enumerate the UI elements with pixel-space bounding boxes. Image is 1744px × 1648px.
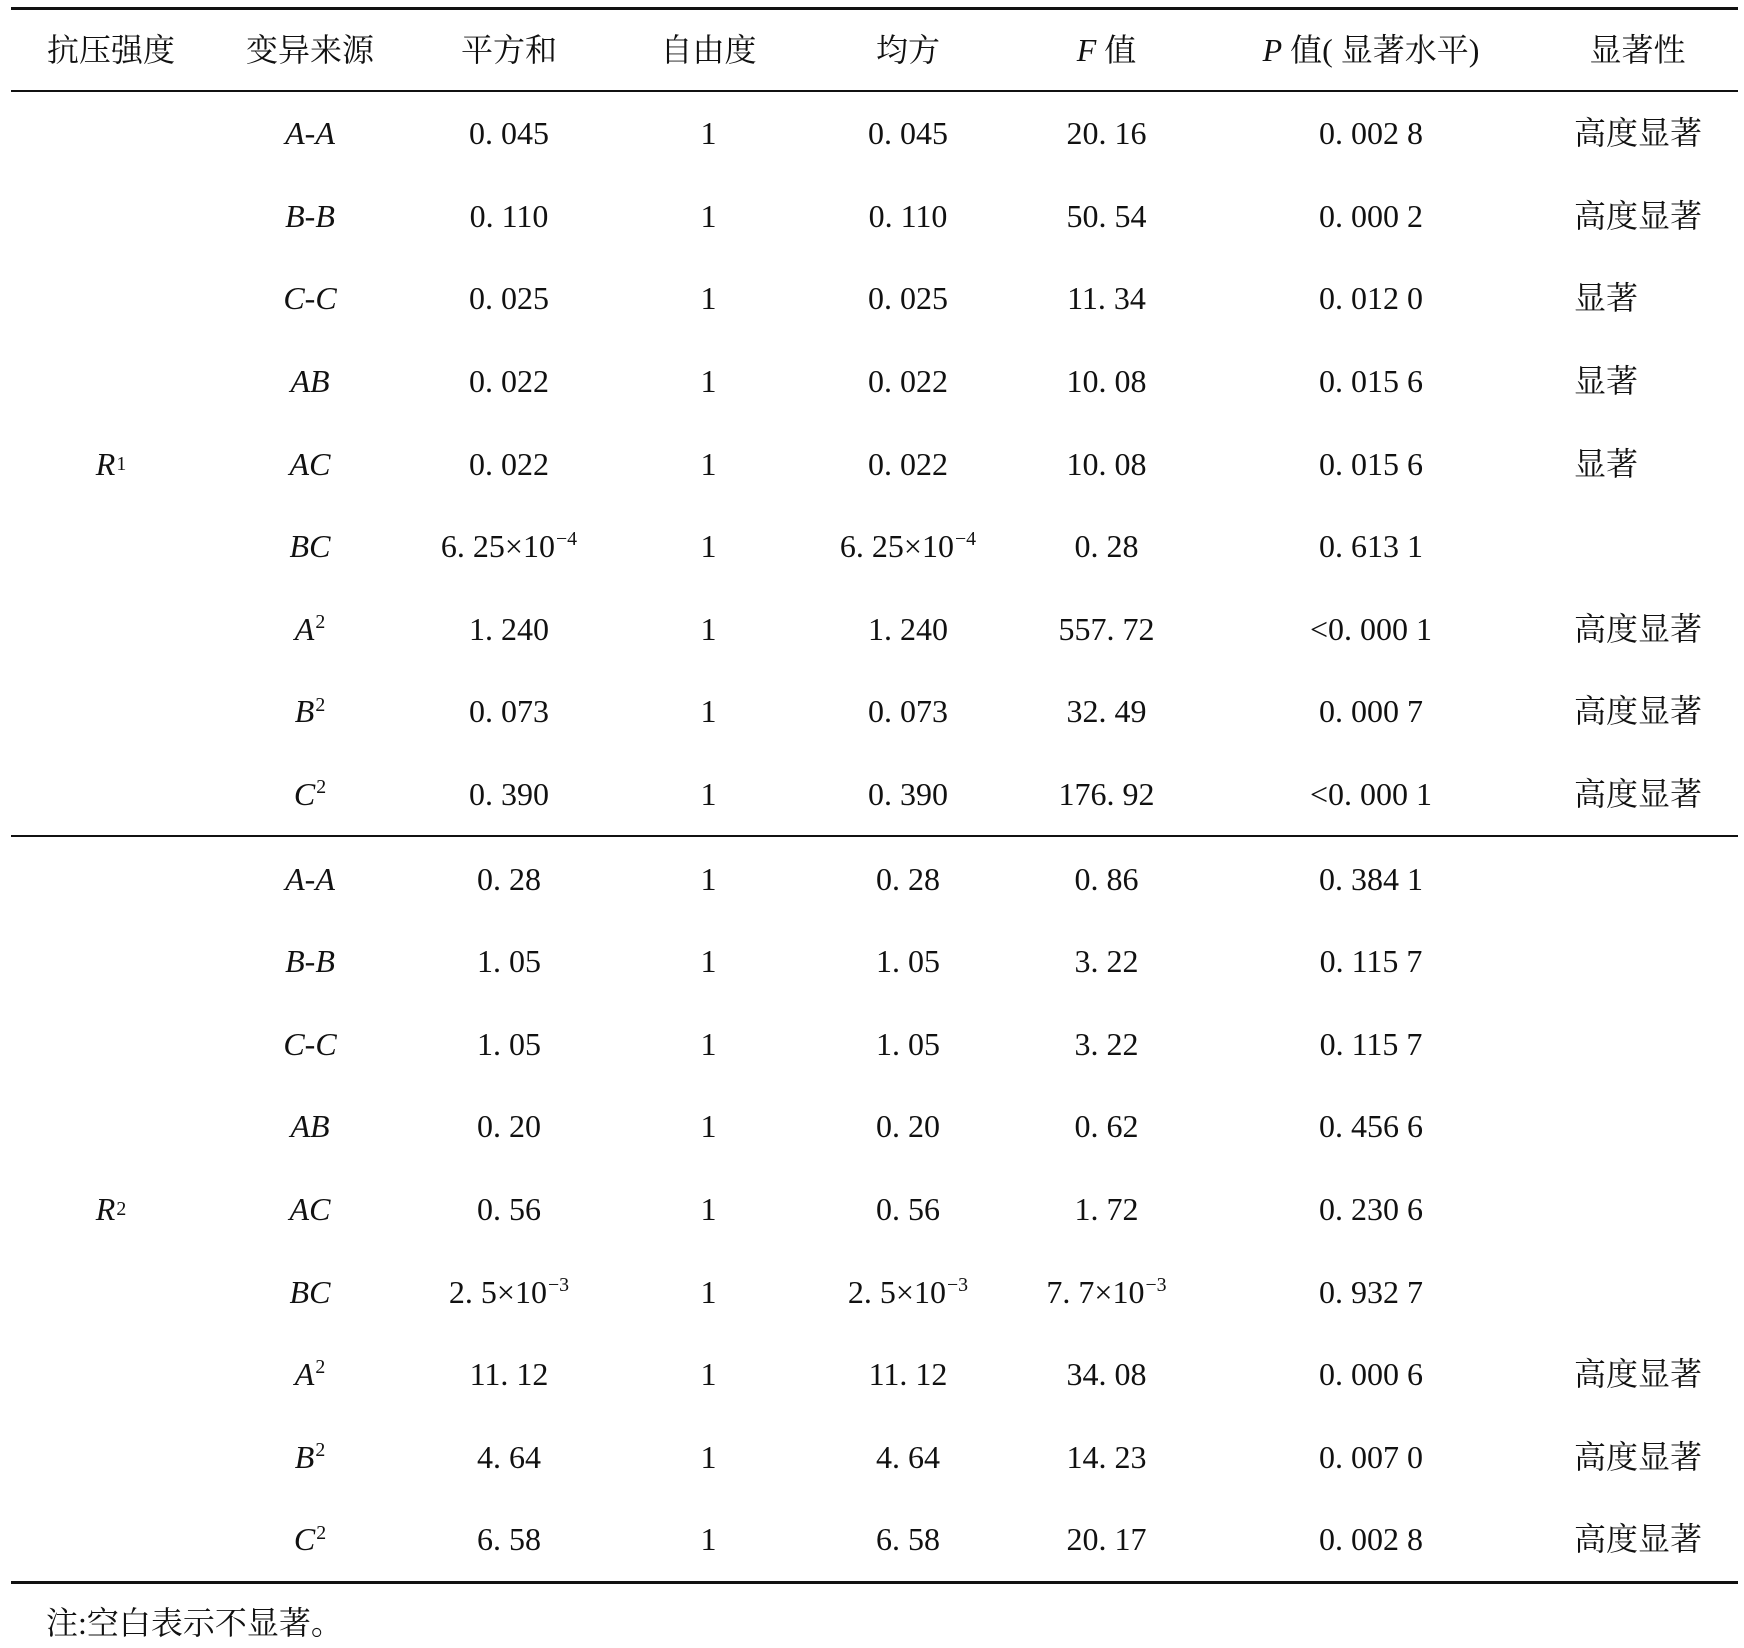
sum-of-squares-cell: 0. 025 — [469, 280, 549, 317]
p-value-cell: 0. 115 7 — [1319, 943, 1423, 980]
p-value-cell: 0. 115 7 — [1319, 1025, 1423, 1062]
value-superscript: −3 — [946, 1273, 969, 1296]
significance-cell: 显著 — [1574, 445, 1639, 482]
header-f-value — [1008, 34, 1205, 66]
value-superscript: 2 — [316, 1521, 327, 1544]
table-row — [211, 92, 1738, 175]
p-value-cell: 0. 613 1 — [1319, 528, 1423, 565]
header-p-value — [1205, 34, 1537, 66]
table-row — [211, 1250, 1738, 1333]
degrees-of-freedom-cell: 1 — [700, 1108, 717, 1145]
table-row — [211, 422, 1738, 505]
p-value-cell: 0. 002 8 — [1319, 115, 1423, 152]
mean-square-cell — [808, 1273, 1008, 1310]
sum-of-squares-cell: 1. 05 — [477, 1025, 541, 1062]
degrees-of-freedom-cell: 1 — [700, 693, 717, 730]
value-base: R — [95, 1191, 116, 1228]
value-base: 6. 25×10 — [440, 528, 555, 565]
f-value-cell — [1008, 1273, 1205, 1310]
f-value-cell: 176. 92 — [1058, 776, 1155, 813]
degrees-of-freedom-cell: 1 — [700, 445, 717, 482]
sum-of-squares-cell: 0. 022 — [469, 363, 549, 400]
sum-of-squares-cell: 0. 20 — [477, 1108, 541, 1145]
source-cell: AC — [289, 1191, 331, 1228]
mean-square-cell — [808, 528, 1008, 565]
p-value-cell: 0. 002 8 — [1319, 1521, 1423, 1558]
degrees-of-freedom-cell: 1 — [700, 1025, 717, 1062]
source-cell: C-C — [283, 1025, 337, 1062]
f-value-cell: 0. 28 — [1074, 528, 1139, 565]
f-value-cell: 32. 49 — [1066, 693, 1147, 730]
header-f-label: 值 — [1096, 32, 1137, 68]
degrees-of-freedom-cell: 1 — [700, 1273, 717, 1310]
table-row — [211, 837, 1738, 920]
header-p-symbol: P — [1262, 32, 1283, 68]
header-p-label: 值( 显著水平) — [1282, 32, 1480, 68]
header-sum-of-squares: 平方和 — [460, 32, 557, 68]
group-rows — [211, 92, 1738, 835]
sum-of-squares-cell: 4. 64 — [477, 1438, 541, 1475]
value-base: R — [95, 445, 116, 482]
value-base: 7. 7×10 — [1046, 1273, 1145, 1310]
p-value-cell: 0. 384 1 — [1319, 860, 1423, 897]
header-compressive-strength: 抗压强度 — [46, 32, 175, 68]
source-cell — [211, 1356, 409, 1393]
value-base: C — [293, 1521, 316, 1558]
table-row — [211, 1416, 1738, 1499]
p-value-cell: <0. 000 1 — [1309, 776, 1433, 813]
value-superscript: 2 — [315, 693, 326, 716]
degrees-of-freedom-cell: 1 — [700, 115, 717, 152]
source-cell: A-A — [285, 860, 335, 897]
p-value-cell: 0. 230 6 — [1319, 1191, 1423, 1228]
table-row — [211, 588, 1738, 671]
sum-of-squares-cell: 0. 022 — [469, 445, 549, 482]
degrees-of-freedom-cell: 1 — [700, 280, 717, 317]
f-value-cell: 1. 72 — [1074, 1191, 1139, 1228]
table-note: 注:空白表示不显著。 — [46, 1605, 343, 1641]
value-superscript: 2 — [315, 610, 326, 633]
sum-of-squares-cell: 0. 56 — [477, 1191, 541, 1228]
mean-square-cell: 4. 64 — [876, 1438, 940, 1475]
significance-cell: 高度显著 — [1574, 1521, 1703, 1558]
degrees-of-freedom-cell: 1 — [700, 1191, 717, 1228]
table-row — [211, 340, 1738, 423]
mean-square-cell: 0. 022 — [868, 363, 948, 400]
value-base: A — [294, 1356, 315, 1393]
f-value-cell: 3. 22 — [1074, 943, 1139, 980]
header-mean-square: 均方 — [875, 32, 940, 68]
sum-of-squares-cell: 0. 390 — [469, 776, 549, 813]
f-value-cell: 11. 34 — [1067, 280, 1146, 317]
source-cell: BC — [289, 1273, 331, 1310]
f-value-cell: 557. 72 — [1058, 610, 1155, 647]
mean-square-cell: 1. 240 — [868, 610, 948, 647]
significance-cell: 显著 — [1574, 363, 1639, 400]
source-cell — [211, 1438, 409, 1475]
group-rows — [211, 837, 1738, 1580]
mean-square-cell: 11. 12 — [868, 1356, 948, 1393]
p-value-cell: 0. 015 6 — [1319, 363, 1423, 400]
f-value-cell: 34. 08 — [1066, 1356, 1147, 1393]
source-cell — [211, 610, 409, 647]
sum-of-squares-cell: 1. 05 — [477, 943, 541, 980]
f-value-cell: 10. 08 — [1066, 445, 1147, 482]
degrees-of-freedom-cell: 1 — [700, 1438, 717, 1475]
table-row — [211, 1085, 1738, 1168]
degrees-of-freedom-cell: 1 — [700, 1356, 717, 1393]
degrees-of-freedom-cell: 1 — [700, 363, 717, 400]
degrees-of-freedom-cell: 1 — [700, 528, 717, 565]
mean-square-cell: 0. 20 — [876, 1108, 940, 1145]
p-value-cell: 0. 456 6 — [1319, 1108, 1423, 1145]
mean-square-cell: 0. 56 — [876, 1191, 940, 1228]
value-superscript: 2 — [315, 1438, 326, 1461]
source-cell: AC — [289, 445, 331, 482]
sum-of-squares-cell: 0. 045 — [469, 115, 549, 152]
sum-of-squares-cell: 1. 240 — [469, 610, 549, 647]
p-value-cell: <0. 000 1 — [1309, 610, 1433, 647]
table-row — [211, 175, 1738, 258]
table-group — [11, 837, 1738, 1580]
mean-square-cell: 0. 28 — [876, 860, 940, 897]
significance-cell: 高度显著 — [1574, 693, 1703, 730]
significance-cell: 高度显著 — [1574, 610, 1703, 647]
table-row — [211, 1003, 1738, 1086]
source-cell: AB — [290, 1108, 330, 1145]
table-row — [211, 1333, 1738, 1416]
table-row — [211, 920, 1738, 1003]
p-value-cell: 0. 000 6 — [1319, 1356, 1423, 1393]
f-value-cell: 50. 54 — [1066, 197, 1147, 234]
value-superscript: −3 — [547, 1273, 570, 1296]
significance-cell: 高度显著 — [1574, 197, 1703, 234]
sum-of-squares-cell: 0. 073 — [469, 693, 549, 730]
significance-cell: 高度显著 — [1574, 776, 1703, 813]
source-cell: AB — [290, 363, 330, 400]
mean-square-cell: 0. 022 — [868, 445, 948, 482]
header-significance: 显著性 — [1589, 32, 1686, 68]
value-base: 6. 25×10 — [839, 528, 954, 565]
header-row — [11, 10, 1738, 90]
sum-of-squares-cell: 11. 12 — [469, 1356, 549, 1393]
anova-table — [11, 7, 1738, 1584]
sum-of-squares-cell — [409, 528, 609, 565]
value-superscript: −3 — [1145, 1273, 1167, 1296]
f-value-cell: 20. 17 — [1066, 1521, 1147, 1558]
degrees-of-freedom-cell: 1 — [700, 776, 717, 813]
value-base: B — [294, 1438, 315, 1475]
f-value-cell: 0. 62 — [1074, 1108, 1139, 1145]
degrees-of-freedom-cell: 1 — [700, 197, 717, 234]
table-row — [211, 670, 1738, 753]
f-value-cell: 20. 16 — [1066, 115, 1147, 152]
significance-cell: 显著 — [1574, 280, 1639, 317]
f-value-cell: 14. 23 — [1066, 1438, 1147, 1475]
table-row — [211, 505, 1738, 588]
p-value-cell: 0. 007 0 — [1319, 1438, 1423, 1475]
mean-square-cell: 1. 05 — [876, 1025, 940, 1062]
bottom-rule — [11, 1581, 1738, 1584]
mean-square-cell: 0. 025 — [868, 280, 948, 317]
degrees-of-freedom-cell: 1 — [700, 610, 717, 647]
sum-of-squares-cell: 0. 110 — [469, 197, 549, 234]
mean-square-cell: 0. 390 — [868, 776, 948, 813]
p-value-cell: 0. 012 0 — [1319, 280, 1423, 317]
value-base: 2. 5×10 — [847, 1273, 946, 1310]
group-label: R 2 — [95, 1191, 127, 1228]
source-cell: C-C — [283, 280, 337, 317]
sum-of-squares-cell: 0. 28 — [477, 860, 541, 897]
value-base: 2. 5×10 — [448, 1273, 547, 1310]
degrees-of-freedom-cell: 1 — [700, 1521, 717, 1558]
sum-of-squares-cell — [409, 1273, 609, 1310]
source-cell — [211, 693, 409, 730]
p-value-cell: 0. 015 6 — [1319, 445, 1423, 482]
significance-cell: 高度显著 — [1574, 1356, 1703, 1393]
mean-square-cell: 0. 045 — [868, 115, 948, 152]
p-value-cell: 0. 000 7 — [1319, 693, 1423, 730]
value-superscript: −4 — [954, 528, 977, 551]
mean-square-cell: 0. 073 — [868, 693, 948, 730]
table-row — [211, 753, 1738, 836]
degrees-of-freedom-cell: 1 — [700, 860, 717, 897]
mean-square-cell: 0. 110 — [868, 197, 948, 234]
value-superscript: 2 — [315, 1356, 326, 1379]
f-value-cell: 0. 86 — [1074, 860, 1139, 897]
source-cell — [211, 1521, 409, 1558]
value-superscript: −4 — [555, 528, 578, 551]
table-body — [11, 92, 1738, 1581]
source-cell: BC — [289, 528, 331, 565]
p-value-cell: 0. 932 7 — [1319, 1273, 1423, 1310]
significance-cell: 高度显著 — [1574, 1438, 1703, 1475]
mean-square-cell: 6. 58 — [876, 1521, 940, 1558]
f-value-cell: 3. 22 — [1074, 1025, 1139, 1062]
header-variation-source: 变异来源 — [245, 32, 374, 68]
source-cell: A-A — [285, 115, 335, 152]
value-base: B — [294, 693, 315, 730]
header-f-symbol: F — [1076, 32, 1097, 68]
f-value-cell: 10. 08 — [1066, 363, 1147, 400]
table-group — [11, 92, 1738, 835]
group-label: R 1 — [95, 445, 127, 482]
value-base: C — [293, 776, 316, 813]
header-degrees-of-freedom: 自由度 — [660, 32, 757, 68]
degrees-of-freedom-cell: 1 — [700, 943, 717, 980]
significance-cell: 高度显著 — [1574, 115, 1703, 152]
p-value-cell: 0. 000 2 — [1319, 197, 1423, 234]
source-cell: B-B — [285, 943, 335, 980]
source-cell: B-B — [285, 197, 335, 234]
mean-square-cell: 1. 05 — [876, 943, 940, 980]
value-superscript: 2 — [316, 776, 327, 799]
sum-of-squares-cell: 6. 58 — [477, 1521, 541, 1558]
value-base: A — [294, 610, 315, 647]
table-row — [211, 257, 1738, 340]
table-row — [211, 1168, 1738, 1251]
source-cell — [211, 776, 409, 813]
table-row — [211, 1498, 1738, 1581]
